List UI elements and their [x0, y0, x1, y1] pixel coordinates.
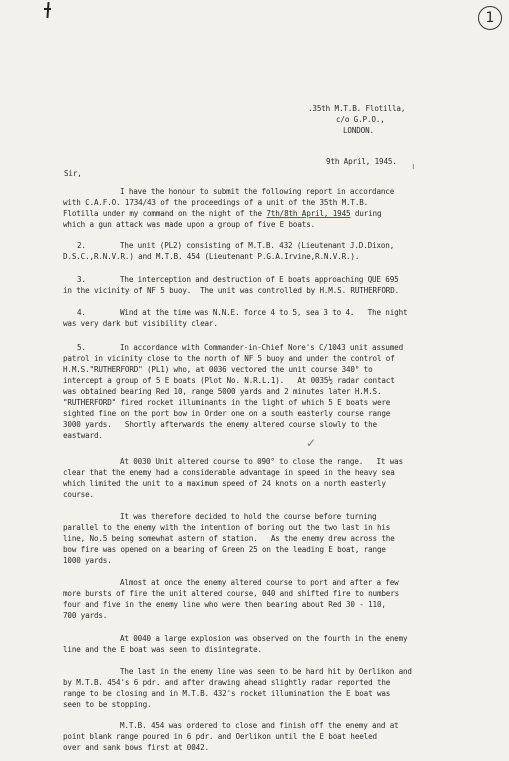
para1-line3-a: Flotilla under my command on the night of the: [63, 209, 267, 218]
para3-line1: The interception and destruction of E boats approaching QUE 695: [120, 275, 399, 284]
para11-line1: M.T.B. 454 was ordered to close and finish off the enemy and at: [120, 721, 399, 730]
para5-line3: H.M.S."RUTHERFORD" (PL1) who, at 0036 vectored the unit course 340° to: [63, 365, 373, 374]
para5-line6: "RUTHERFORD" fired rocket illuminants in the light of which 5 E boats were: [63, 398, 391, 407]
para8-line2: more bursts of fire the unit altered course, 040 and shifted fire to numbers: [63, 589, 400, 598]
para8-line3: four and five in the enemy line who were then bearing about Red 30 - 110,: [63, 600, 386, 609]
para7-line3: line, No.5 being somewhat astern of station. As the enemy drew across the: [63, 534, 395, 543]
para3-number: 3.: [77, 275, 86, 284]
header-date: 9th April, 1945.: [326, 157, 397, 166]
para5-line7: sighted fine on the port bow in Order one on a south easterly course range: [63, 409, 391, 418]
para5-number: 5.: [77, 343, 86, 352]
para6-line3: which limited the unit to a maximum speed of 24 knots on a north easterly: [63, 479, 386, 488]
para7-line4: bow fire was opened on a bearing of Green 25 on the leading E boat, range: [63, 545, 386, 554]
header-unit: .35th M.T.B. Flotilla,: [308, 104, 406, 113]
para4-line2: was very dark but visibility clear.: [63, 319, 218, 328]
para5-line8: 3000 yards. Shortly afterwards the enemy altered course slowly to the: [63, 420, 377, 429]
para2-number: 2.: [77, 241, 86, 250]
para7-line1: It was therefore decided to hold the course before turning: [120, 512, 377, 521]
salutation: Sir,: [64, 169, 82, 178]
pencil-cross-mark: [44, 8, 51, 10]
para10-line1: The last in the enemy line was seen to be hard hit by Oerlikon and: [120, 667, 412, 676]
para1-line3-b: during: [350, 209, 382, 218]
para10-line2: by M.T.B. 454's 6 pdr. and after drawing ahead slightly radar reported the: [63, 678, 391, 687]
date-underline: 7th/8th April, 1945: [266, 209, 351, 218]
para9-line1: At 0040 a large explosion was observed on the fourth in the enemy: [120, 634, 408, 643]
para6-line1: At 0030 Unit altered course to 090° to close the range. It was: [120, 457, 403, 466]
para1-line1: I have the honour to submit the following report in accordance: [120, 187, 395, 196]
para3-line2: in the vicinity of NF 5 buoy. The unit was controlled by H.M.S. RUTHERFORD.: [63, 286, 400, 295]
para8-line1: Almost at once the enemy altered course to port and after a few: [120, 578, 399, 587]
para7-line2: parallel to the enemy with the intention of boring out the two last in his: [63, 523, 391, 532]
para5-line2: patrol in vicinity close to the north of NF 5 buoy and under the control of: [63, 354, 395, 363]
para5-line9: eastward.: [63, 431, 103, 440]
header-city: LONDON.: [343, 126, 374, 135]
pencil-mark: ı: [412, 162, 415, 172]
page-number: 1: [478, 6, 502, 30]
para1-line4: which a gun attack was made upon a group of five E boats.: [63, 220, 316, 229]
pencil-scribble: ✓: [306, 436, 317, 450]
para4-number: 4.: [77, 308, 86, 317]
para9-line2: line and the E boat was seen to disintegrate.: [63, 645, 262, 654]
para4-line1: Wind at the time was N.N.E. force 4 to 5, sea 3 to 4. The night: [120, 308, 408, 317]
para5-line4: intercept a group of 5 E boats (Plot No. N.R.L.1). At 0035½ radar contact: [63, 376, 395, 385]
para11-line2: point blank range poured in 6 pdr. and Oerlikon until the E boat heeled: [63, 732, 377, 741]
para10-line4: seen to be stopping.: [63, 700, 152, 709]
para10-line3: range to be closing and in M.T.B. 432's rocket illumination the E boat was: [63, 689, 391, 698]
para1-line2: with C.A.F.O. 1734/43 of the proceedings of a unit of the 35th M.T.B.: [63, 198, 369, 207]
para8-line4: 700 yards.: [63, 611, 108, 620]
para2-line1: The unit (PL2) consisting of M.T.B. 432 (Lieutenant J.D.Dixon,: [120, 241, 395, 250]
para5-line5: was obtained bearing Red 10, range 5000 yards and 2 minutes later H.M.S.: [63, 387, 382, 396]
para7-line5: 1000 yards.: [63, 556, 112, 565]
para2-line2: D.S.C.,R.N.V.R.) and M.T.B. 454 (Lieutenant P.G.A.Irvine,R.N.V.R.).: [63, 252, 360, 261]
para5-line1: In accordance with Commander-in-Chief Nore's C/1043 unit assumed: [120, 343, 403, 352]
header-address: c/o G.P.O.,: [336, 115, 385, 124]
para11-line3: over and sank bows first at 0042.: [63, 743, 209, 752]
para6-line4: course.: [63, 490, 94, 499]
para1-line3: [63, 208, 381, 219]
para6-line2: clear that the enemy had a considerable advantage in speed in the heavy sea: [63, 468, 395, 477]
